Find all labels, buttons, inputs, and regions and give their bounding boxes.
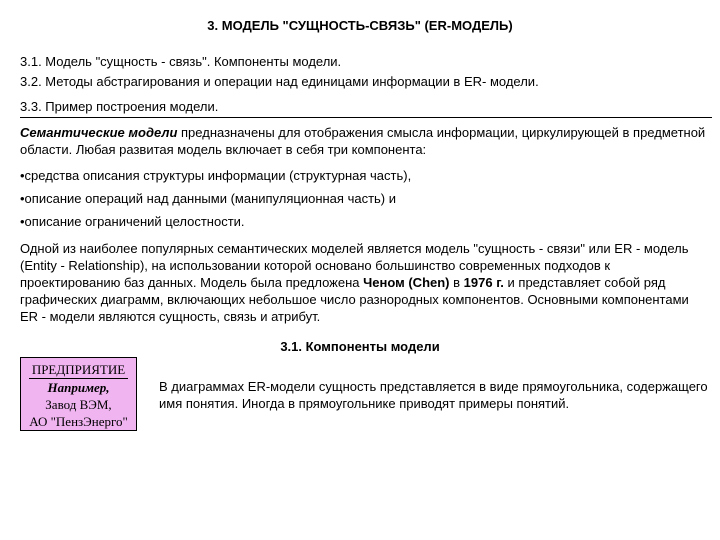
paragraph-text: Одной из наиболее популярных семантических моделей является модель "сущность - связи" или ER - модель (Entity - Relationship), на использовании которой основано большинство современных подходов к проектированию баз данных. Модель была предложена bbox=[20, 241, 689, 290]
publication-year: 1976 г. bbox=[463, 275, 504, 290]
toc-item: 3.2. Методы абстрагирования и операции над единицами информации в ER- модели. bbox=[20, 74, 539, 89]
entity-example-line: Завод ВЭМ, bbox=[45, 397, 112, 412]
intro-paragraph bbox=[20, 124, 708, 158]
author-name: Ченом (Chen) bbox=[363, 275, 450, 290]
er-model-paragraph bbox=[20, 240, 708, 325]
page-title: 3. МОДЕЛЬ "СУЩНОСТЬ-СВЯЗЬ" (ER-МОДЕЛЬ) bbox=[207, 18, 513, 33]
paragraph-text: в bbox=[449, 275, 464, 290]
entity-example-box bbox=[20, 357, 137, 431]
entity-name: ПРЕДПРИЯТИЕ bbox=[29, 361, 128, 379]
bullet-item: •описание ограничений целостности. bbox=[20, 214, 245, 229]
section-heading: 3.1. Компоненты модели bbox=[280, 339, 440, 354]
entity-example-line: АО "ПензЭнерго" bbox=[29, 414, 128, 429]
entity-example-label: Например, bbox=[47, 380, 110, 395]
entity-description: В диаграммах ER-модели сущность представляется в виде прямоугольника, содержащего имя понятия. Иногда в прямоугольнике приводят примеры понятий. bbox=[159, 379, 708, 411]
section-divider bbox=[20, 117, 712, 118]
intro-text: предназначены для отображения смысла информации, циркулирующей в предметной области. Любая развитая модель включает в себя три компонента: bbox=[20, 125, 706, 157]
table-of-contents bbox=[20, 52, 710, 117]
toc-item: 3.3. Пример построения модели. bbox=[20, 99, 219, 114]
intro-term: Семантические модели bbox=[20, 125, 178, 140]
bullet-item: •описание операций над данными (манипуляционная часть) и bbox=[20, 191, 396, 206]
bullet-item: •средства описания структуры информации (структурная часть), bbox=[20, 168, 412, 183]
paragraph-text: и представляет собой ряд графических диаграмм, включающих небольшое число разнородных компонентов. Основными компонентами ER - модели являются сущность, связь и атрибут. bbox=[20, 275, 689, 324]
toc-item: 3.1. Модель "сущность - связь". Компоненты модели. bbox=[20, 54, 342, 69]
